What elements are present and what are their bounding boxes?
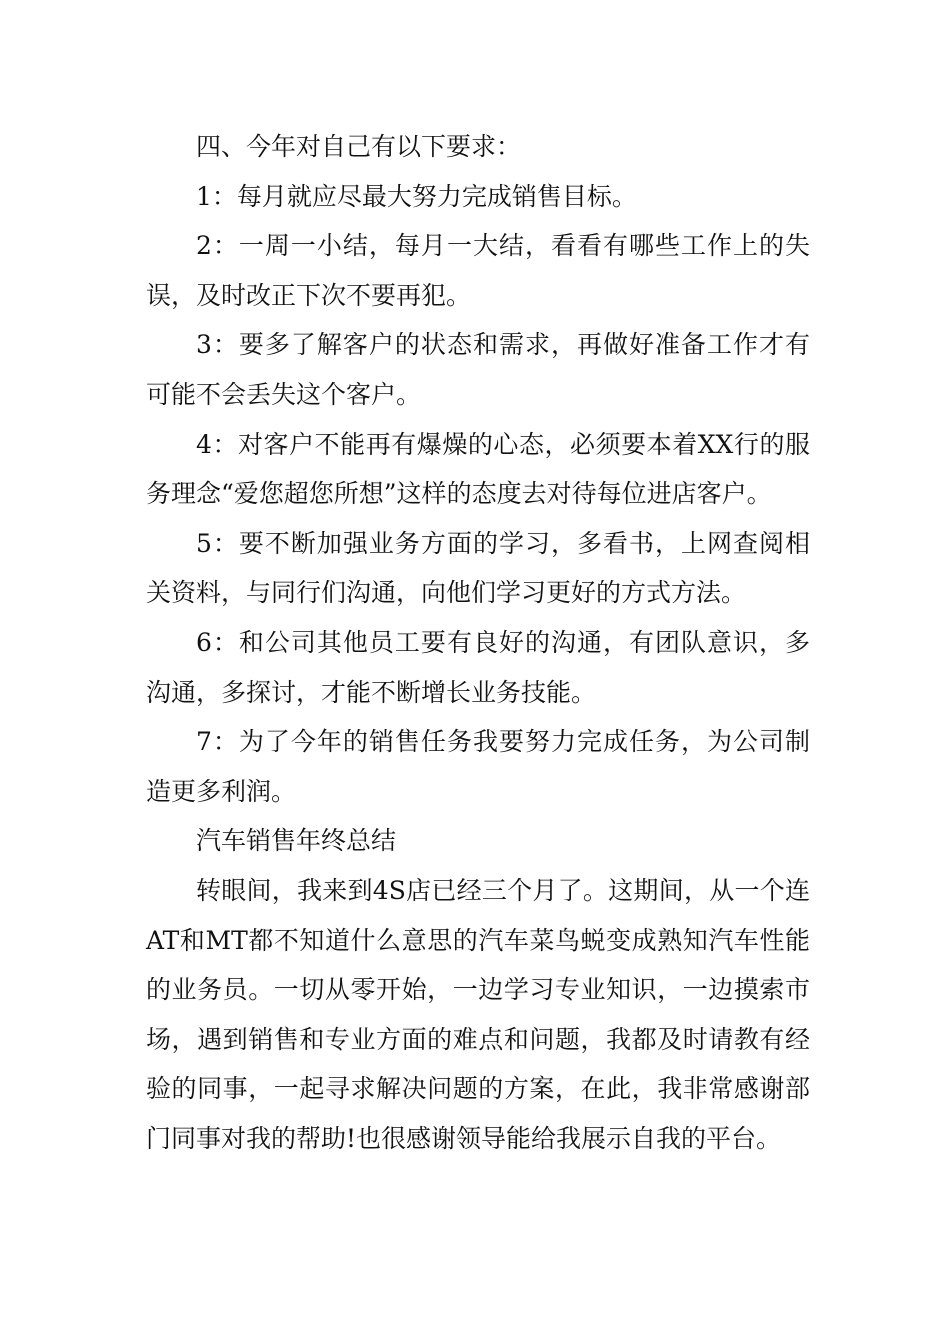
- document-body: [146, 122, 810, 1163]
- section-title: 汽车销售年终总结: [196, 826, 397, 856]
- paragraph-requirement-5: 5：要不断加强业务方面的学习，多看书，上网查阅相关资料，与同行们沟通，向他们学习更好的方式方法。: [146, 528, 810, 608]
- paragraph-requirement-6: 6：和公司其他员工要有良好的沟通，有团队意识，多沟通，多探讨，才能不断增长业务技能。: [146, 627, 810, 707]
- paragraph-requirement-1: 1：每月就应尽最大努力完成销售目标。: [196, 181, 637, 211]
- paragraph-requirement-4: 4：对客户不能再有爆燥的心态，必须要本着XX行的服务理念“爱您超您所想”这样的态度去对待每位进店客户。: [146, 429, 810, 509]
- paragraph-requirement-3: 3：要多了解客户的状态和需求，再做好准备工作才有可能不会丢失这个客户。: [146, 330, 810, 409]
- paragraph-requirements-heading: 四、今年对自己有以下要求：: [196, 132, 522, 161]
- paragraph-summary: 转眼间，我来到4S店已经三个月了。这期间，从一个连AT和MT都不知道什么意思的汽车菜鸟蜕变成熟知汽车性能的业务员。一切从零开始，一边学习专业知识，一边摸索市场，遇到销售和专业方面的难点和问题，我都及时请教有经验的同事，一起寻求解决问题的方案，在此，我非常感谢部门同事对我的帮助!也很感谢领导能给我展示自我的平台。: [146, 875, 810, 1153]
- paragraph-requirement-2: 2：一周一小结，每月一大结，看看有哪些工作上的失误，及时改正下次不要再犯。: [146, 231, 810, 310]
- paragraph-requirement-7: 7：为了今年的销售任务我要努力完成任务，为公司制造更多利润。: [146, 727, 810, 806]
